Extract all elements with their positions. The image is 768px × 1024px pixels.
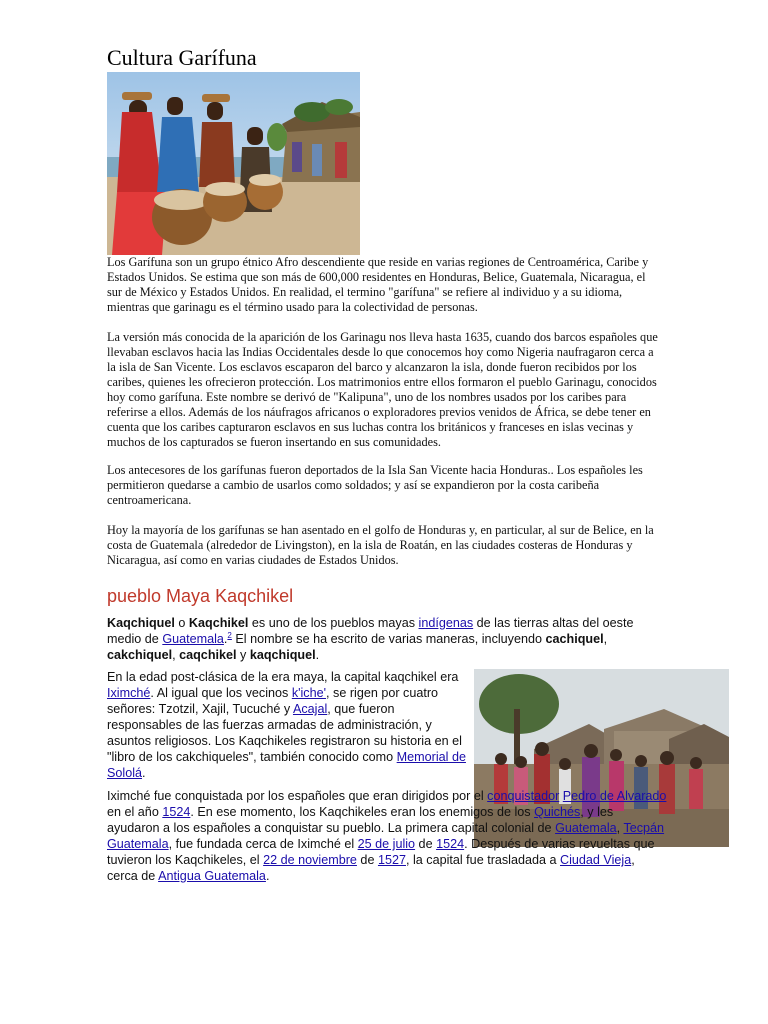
link-22-de-noviembre[interactable]: 22 de noviembre xyxy=(263,853,357,867)
link-iximche[interactable]: Iximché xyxy=(107,686,151,700)
section-title-kaqchikel: pueblo Maya Kaqchikel xyxy=(107,586,294,606)
text: , cerca de xyxy=(107,853,635,883)
link-25-de-julio[interactable]: 25 de julio xyxy=(357,837,416,851)
text: , la capital fue trasladada a xyxy=(405,853,561,867)
link-1524[interactable]: 1524 xyxy=(162,805,191,819)
link-pedro-de-alvarado[interactable]: Pedro de Alvarado xyxy=(562,789,667,803)
text: o xyxy=(174,616,189,630)
garifuna-photo-illustration xyxy=(107,72,360,255)
garifuna-intro-paragraph: Los Garífuna son un grupo étnico Afro descendiente que reside en varias regiones de Centroamérica, Caribe y Estados Unidos. Se estima que son más de 600,000 residentes en Honduras, Belice, Guatemala, Nicaragua, el sur de México y Estados Unidos. En realidad, el termino "garífuna" se refiere al individuo y a su idioma, mientras que garinagu es el término usado para la colectividad de personas. xyxy=(107,255,649,314)
link-conquistador[interactable]: conquistador xyxy=(487,789,560,803)
page-title: Cultura Garífuna xyxy=(107,45,257,70)
link-acajal[interactable]: Acajal xyxy=(292,702,328,716)
text: , fue fundada cerca de Iximché el xyxy=(168,837,358,851)
bold-term: caqchikel xyxy=(179,648,237,662)
text: . En ese momento, los Kaqchikeles eran los enemigos de los xyxy=(190,805,535,819)
text: . xyxy=(223,632,228,646)
link-memorial-de-solola[interactable]: Memorial de Sololá xyxy=(107,750,466,780)
footnote-link[interactable]: 2 xyxy=(227,630,232,640)
link-kiche[interactable]: k'iche' xyxy=(291,686,327,700)
text: de las tierras altas del oeste medio de xyxy=(107,616,634,646)
garifuna-deportation-paragraph: Los antecesores de los garífunas fueron deportados de la Isla San Vicente hacia Honduras.. Los españoles les permitieron quedarse a cambio de usarlos como soldados; y así se expandieron por la costa caribeña centroamericana. xyxy=(107,463,643,507)
garifuna-today-paragraph: Hoy la mayoría de los garífunas se han asentado en el golfo de Honduras y, en particular, al sur de Belice, en la costa de Guatemala (alrededor de Livingston), en la isla de Roatán, en las ciudades costeras de Honduras y Nicaragua, así como en varias ciudades de Estados Unidos. xyxy=(107,523,654,567)
text: . Después de varias revueltas que tuvieron los Kaqchikeles, el xyxy=(107,837,655,867)
text: de xyxy=(415,837,437,851)
garifuna-drummers-photo xyxy=(107,72,360,255)
link-guatemala[interactable]: Guatemala xyxy=(555,821,617,835)
bold-term: cakchiquel xyxy=(107,648,173,662)
text: . xyxy=(315,648,320,662)
link-tecpan-guatemala[interactable]: Tecpán Guatemala xyxy=(107,821,665,851)
text: , xyxy=(603,632,608,646)
link-guatemala[interactable]: Guatemala xyxy=(162,632,224,646)
kaqchikel-intro-paragraph xyxy=(107,615,659,663)
text: , y les ayudaron a los españoles a conquistar su pueblo. La primera capital colonial de xyxy=(107,805,614,835)
text: es uno de los pueblos mayas xyxy=(248,616,419,630)
bold-term: cachiquel xyxy=(545,632,604,646)
bold-term: kaqchiquel xyxy=(249,648,316,662)
bold-term: Kaqchikel xyxy=(188,616,249,630)
text: y xyxy=(236,648,250,662)
link-indigenas[interactable]: indígenas xyxy=(418,616,474,630)
text: El nombre se ha escrito de varias maneras, incluyendo xyxy=(231,632,546,646)
text: . xyxy=(142,766,146,780)
text: de xyxy=(356,853,378,867)
text: , xyxy=(172,648,180,662)
text: . xyxy=(265,869,270,883)
link-antigua-guatemala[interactable]: Antigua Guatemala xyxy=(158,869,266,883)
link-1524[interactable]: 1524 xyxy=(436,837,465,851)
text: en el año xyxy=(107,805,163,819)
kaqchikel-conquest-paragraph xyxy=(107,788,667,884)
text: . Al igual que los vecinos xyxy=(150,686,292,700)
text: , que fueron responsables de las fuerzas armadas de administración, y asuntos religiosos. Los Kaqchikeles registraron su historia en el "libro de los cakchiqueles", también conocido como xyxy=(107,702,462,764)
link-ciudad-vieja[interactable]: Ciudad Vieja xyxy=(560,853,632,867)
link-1527[interactable]: 1527 xyxy=(377,853,406,867)
kaqchikel-capital-paragraph xyxy=(107,669,467,781)
text: , se rigen por cuatro señores: Tzotzil, Xajil, Tucuché y xyxy=(107,686,439,716)
text: , xyxy=(616,821,624,835)
link-quiches[interactable]: Quichés xyxy=(534,805,581,819)
text: En la edad post-clásica de la era maya, la capital kaqchikel era xyxy=(107,670,459,684)
text: Iximché fue conquistada por los españoles que eran dirigidos por el xyxy=(107,789,488,803)
bold-term: Kaqchiquel xyxy=(107,616,175,630)
garifuna-history-paragraph: La versión más conocida de la aparición de los Garinagu nos lleva hasta 1635, cuando dos barcos españoles que llevaban esclavos hacia las Indias Occidentales desde lo que conocemos hoy como Nigeria naufragaron cerca a la isla de San Vicente. Los esclavos escaparon del barco y alcanzaron la isla, donde fueron recibidos por los caribes, quienes les ofrecieron protección. Los matrimonios entre ellos formaron el pueblo Garinagu, conocidos hoy como garífuna. Este nombre se derivó de "Kalipuna", uno de los nombres usados por los caribes para referirse a ellos. Además de los náufragos africanos o exploradores previos venidos de África, se debe tener en cuenta que los caribes capturaron esclavos en sus luchas contra los británicos y franceses en islas vecinas y muchos de los capturados se fueron insertando en sus comunidades. xyxy=(107,330,658,449)
